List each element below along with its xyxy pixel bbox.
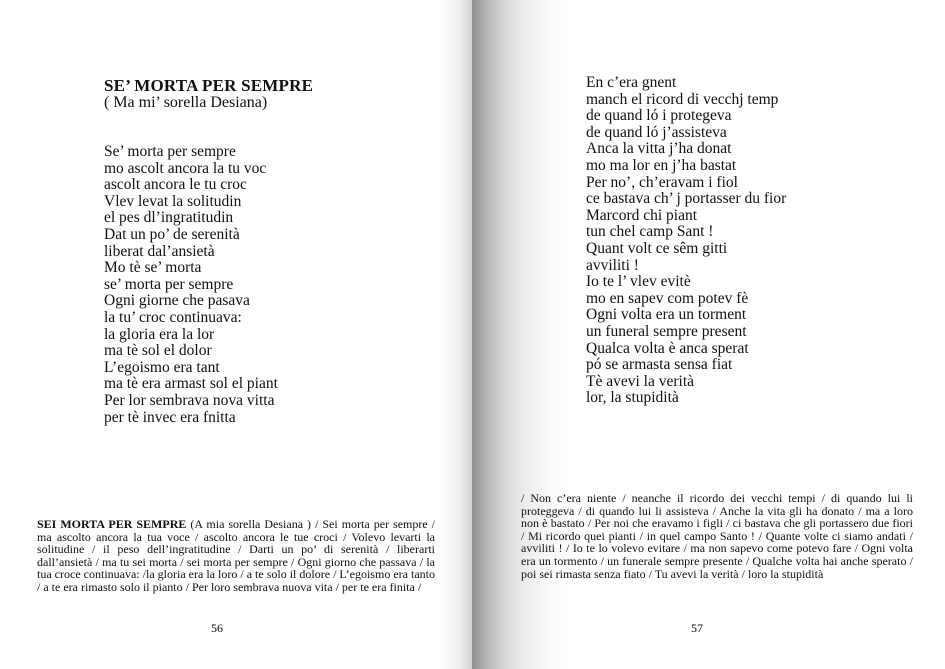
poem-line: Vlev levat la solitudin (104, 192, 242, 210)
poem-dedication: ( Ma mi’ sorella Desiana) (104, 94, 268, 111)
poem-line: Per no’, ch’eravam i fiol (586, 173, 738, 191)
poem-line: avviliti ! (586, 256, 639, 274)
poem-line: Marcord chi piant (586, 206, 698, 224)
poem-line: Io te l’ vlev evitè (586, 273, 691, 291)
poem-line: mo en sapev com potev fè (586, 289, 749, 307)
poem-line: ascolt ancora le tu croc (104, 176, 247, 194)
poem-line: per tè invec era fnitta (104, 408, 236, 426)
poem-line: un funeral sempre present (586, 322, 747, 340)
poem-line: la tu’ croc continuava: (104, 308, 242, 326)
poem-line: L’egoismo era tant (104, 358, 220, 376)
poem-line: En c’era gnent (586, 74, 677, 91)
poem-left-stanza (104, 144, 278, 426)
poem-line: ma tè sol el dolor (104, 342, 212, 360)
poem-line: Ogni volta era un torment (586, 306, 747, 324)
poem-line: de quand ló i protegeva (586, 107, 732, 125)
poem-right-stanza (586, 75, 786, 407)
poem-line: mo ma lor en j’ha bastat (586, 156, 737, 174)
poem-line: Tè avevi la verità (586, 372, 695, 390)
poem-line: ma tè era armast sol el piant (104, 375, 278, 393)
poem-line: Qualca volta è anca sperat (586, 339, 749, 357)
poem-line: se’ morta per sempre (104, 275, 234, 293)
poem-line: Anca la vitta j’ha donat (586, 140, 732, 158)
translation-right: / Non c’era niente / neanche il ricordo dei vecchi tempi / di quando lui li proteggeva / di quando lui li assisteva / Anche la vita gli ha donato / ma a loro non è bastato / Per noi che eravamo i figli / ci bastava che gli portassero due fiori / Mi ricordo quei pianti / in quel campo Santo ! / Quante volte ci siamo andati / avviliti ! / Io te lo volevo evitare / ma non sapevo come potevo fare / Ogni volta era un tormento / un funerale sempre presente / Qualche volta hai anche sperato / poi sei rimasta senza fiato / Tu avevi la verità / loro la stupidità (521, 491, 913, 581)
poem-line: Per lor sembrava nova vitta (104, 391, 275, 409)
poem-line: mo ascolt ancora la tu voc (104, 159, 267, 177)
poem-line: Quant volt ce sêm gitti (586, 239, 728, 257)
poem-line: Se’ morta per sempre (104, 143, 236, 160)
poem-line: liberat dal’ansietà (104, 242, 215, 260)
poem-line: tun chel camp Sant ! (586, 223, 714, 241)
poem-line: el pes dl’ingratitudin (104, 209, 234, 227)
page-number-right: 57 (691, 621, 703, 635)
poem-line: pó se armasta sensa fiat (586, 356, 733, 374)
poem-line: Mo tè se’ morta (104, 259, 202, 277)
translation-left (37, 518, 435, 594)
translation-heading: SEI MORTA PER SEMPRE (37, 517, 187, 531)
poem-line: Dat un po’ de serenità (104, 225, 240, 243)
poem-line: lor, la stupidità (586, 389, 679, 407)
poem-line: Ogni giorne che pasava (104, 292, 250, 310)
poem-title: SE’ MORTA PER SEMPRE (104, 76, 314, 95)
page-number-left: 56 (211, 621, 223, 635)
left-page (0, 0, 472, 669)
gutter-shadow (440, 0, 472, 669)
poem-line: ce bastava ch’ j portasser du fior (586, 190, 787, 208)
translation-left-text: (A mia sorella Desiana ) / Sei morta per sempre / ma ascolto ancora la tua voce / ascolto ancora le tue croci / Volevo levarti la solitudine / il peso dell’ingratitudine / Darti un po’ di serenità / liberarti dall’ansietà / ma tu sei morta / sei morta per sempre / Ogni giorno che passava / la tua croce continuava: /la gloria era la loro / a te solo il dolore / L’egoismo era tanto / a te era rimasto solo il pianto / Per loro sembrava nuova vita / per te era finita / (37, 517, 436, 594)
poem-line: manch el ricord di vecchj temp (586, 90, 779, 108)
poem-line: la gloria era la lor (104, 325, 215, 343)
poem-line: de quand ló j’assisteva (586, 123, 727, 141)
